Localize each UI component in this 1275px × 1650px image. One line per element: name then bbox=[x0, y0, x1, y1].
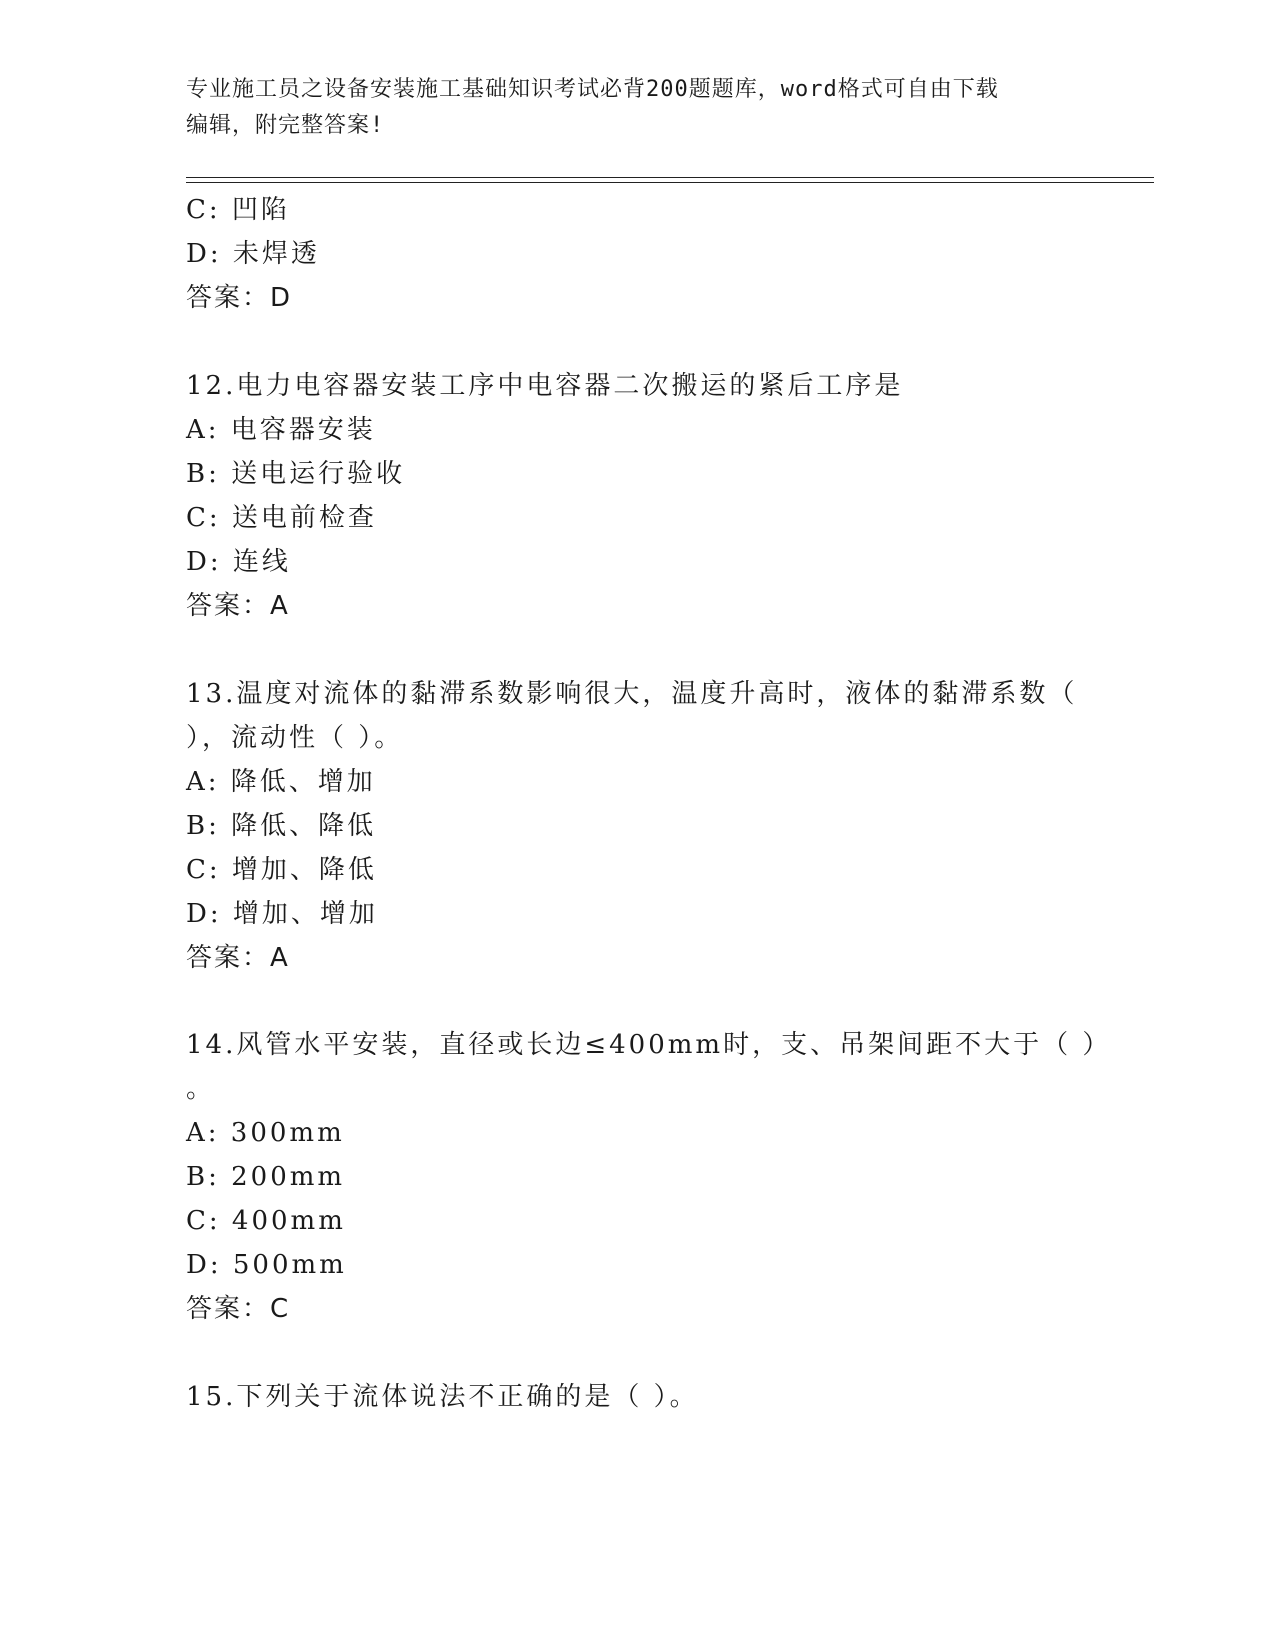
q11-answer: 答案：D bbox=[186, 283, 293, 313]
q11-option-c: C: 凹陷 bbox=[186, 195, 290, 225]
header-divider-top bbox=[186, 177, 1154, 178]
q11-option-d: D: 未焊透 bbox=[186, 239, 320, 269]
header-line-1: 专业施工员之设备安装施工基础知识考试必背200题题库，word格式可自由下载 bbox=[186, 77, 999, 102]
q13-stem-line-2: ），流动性（ ）。 bbox=[186, 723, 404, 753]
q15-stem: 15.下列关于流体说法不正确的是（ ）。 bbox=[186, 1382, 699, 1412]
q14-option-b: B: 200mm bbox=[186, 1162, 346, 1192]
header-line-2: 编辑，附完整答案! bbox=[186, 113, 385, 138]
q14-option-c: C: 400mm bbox=[186, 1206, 346, 1236]
q13-stem-line-1: 13.温度对流体的黏滞系数影响很大，温度升高时，液体的黏滞系数（ bbox=[186, 679, 1078, 709]
q13-option-b: B: 降低、降低 bbox=[186, 811, 377, 841]
q12-option-c: C: 送电前检查 bbox=[186, 503, 377, 533]
q13-answer: 答案：A bbox=[186, 943, 290, 973]
q12-option-b: B: 送电运行验收 bbox=[186, 459, 406, 489]
q14-stem-line-1: 14.风管水平安装，直径或长边≤400mm时，支、吊架间距不大于（ ） bbox=[186, 1030, 1112, 1060]
q12-answer: 答案：A bbox=[186, 591, 290, 621]
q13-option-a: A: 降低、增加 bbox=[186, 767, 376, 797]
q14-answer: 答案：C bbox=[186, 1294, 291, 1324]
document-header bbox=[186, 72, 1086, 144]
q14-stem-line-2: 。 bbox=[186, 1074, 216, 1104]
q14-option-a: A: 300mm bbox=[186, 1118, 345, 1148]
q12-option-a: A: 电容器安装 bbox=[186, 415, 376, 445]
q13-option-d: D: 增加、增加 bbox=[186, 899, 378, 929]
q13-option-c: C: 增加、降低 bbox=[186, 855, 377, 885]
q14-option-d: D: 500mm bbox=[186, 1250, 347, 1280]
header-divider-bottom bbox=[186, 182, 1154, 183]
q12-stem: 12.电力电容器安装工序中电容器二次搬运的紧后工序是 bbox=[186, 371, 904, 401]
q12-option-d: D: 连线 bbox=[186, 547, 291, 577]
